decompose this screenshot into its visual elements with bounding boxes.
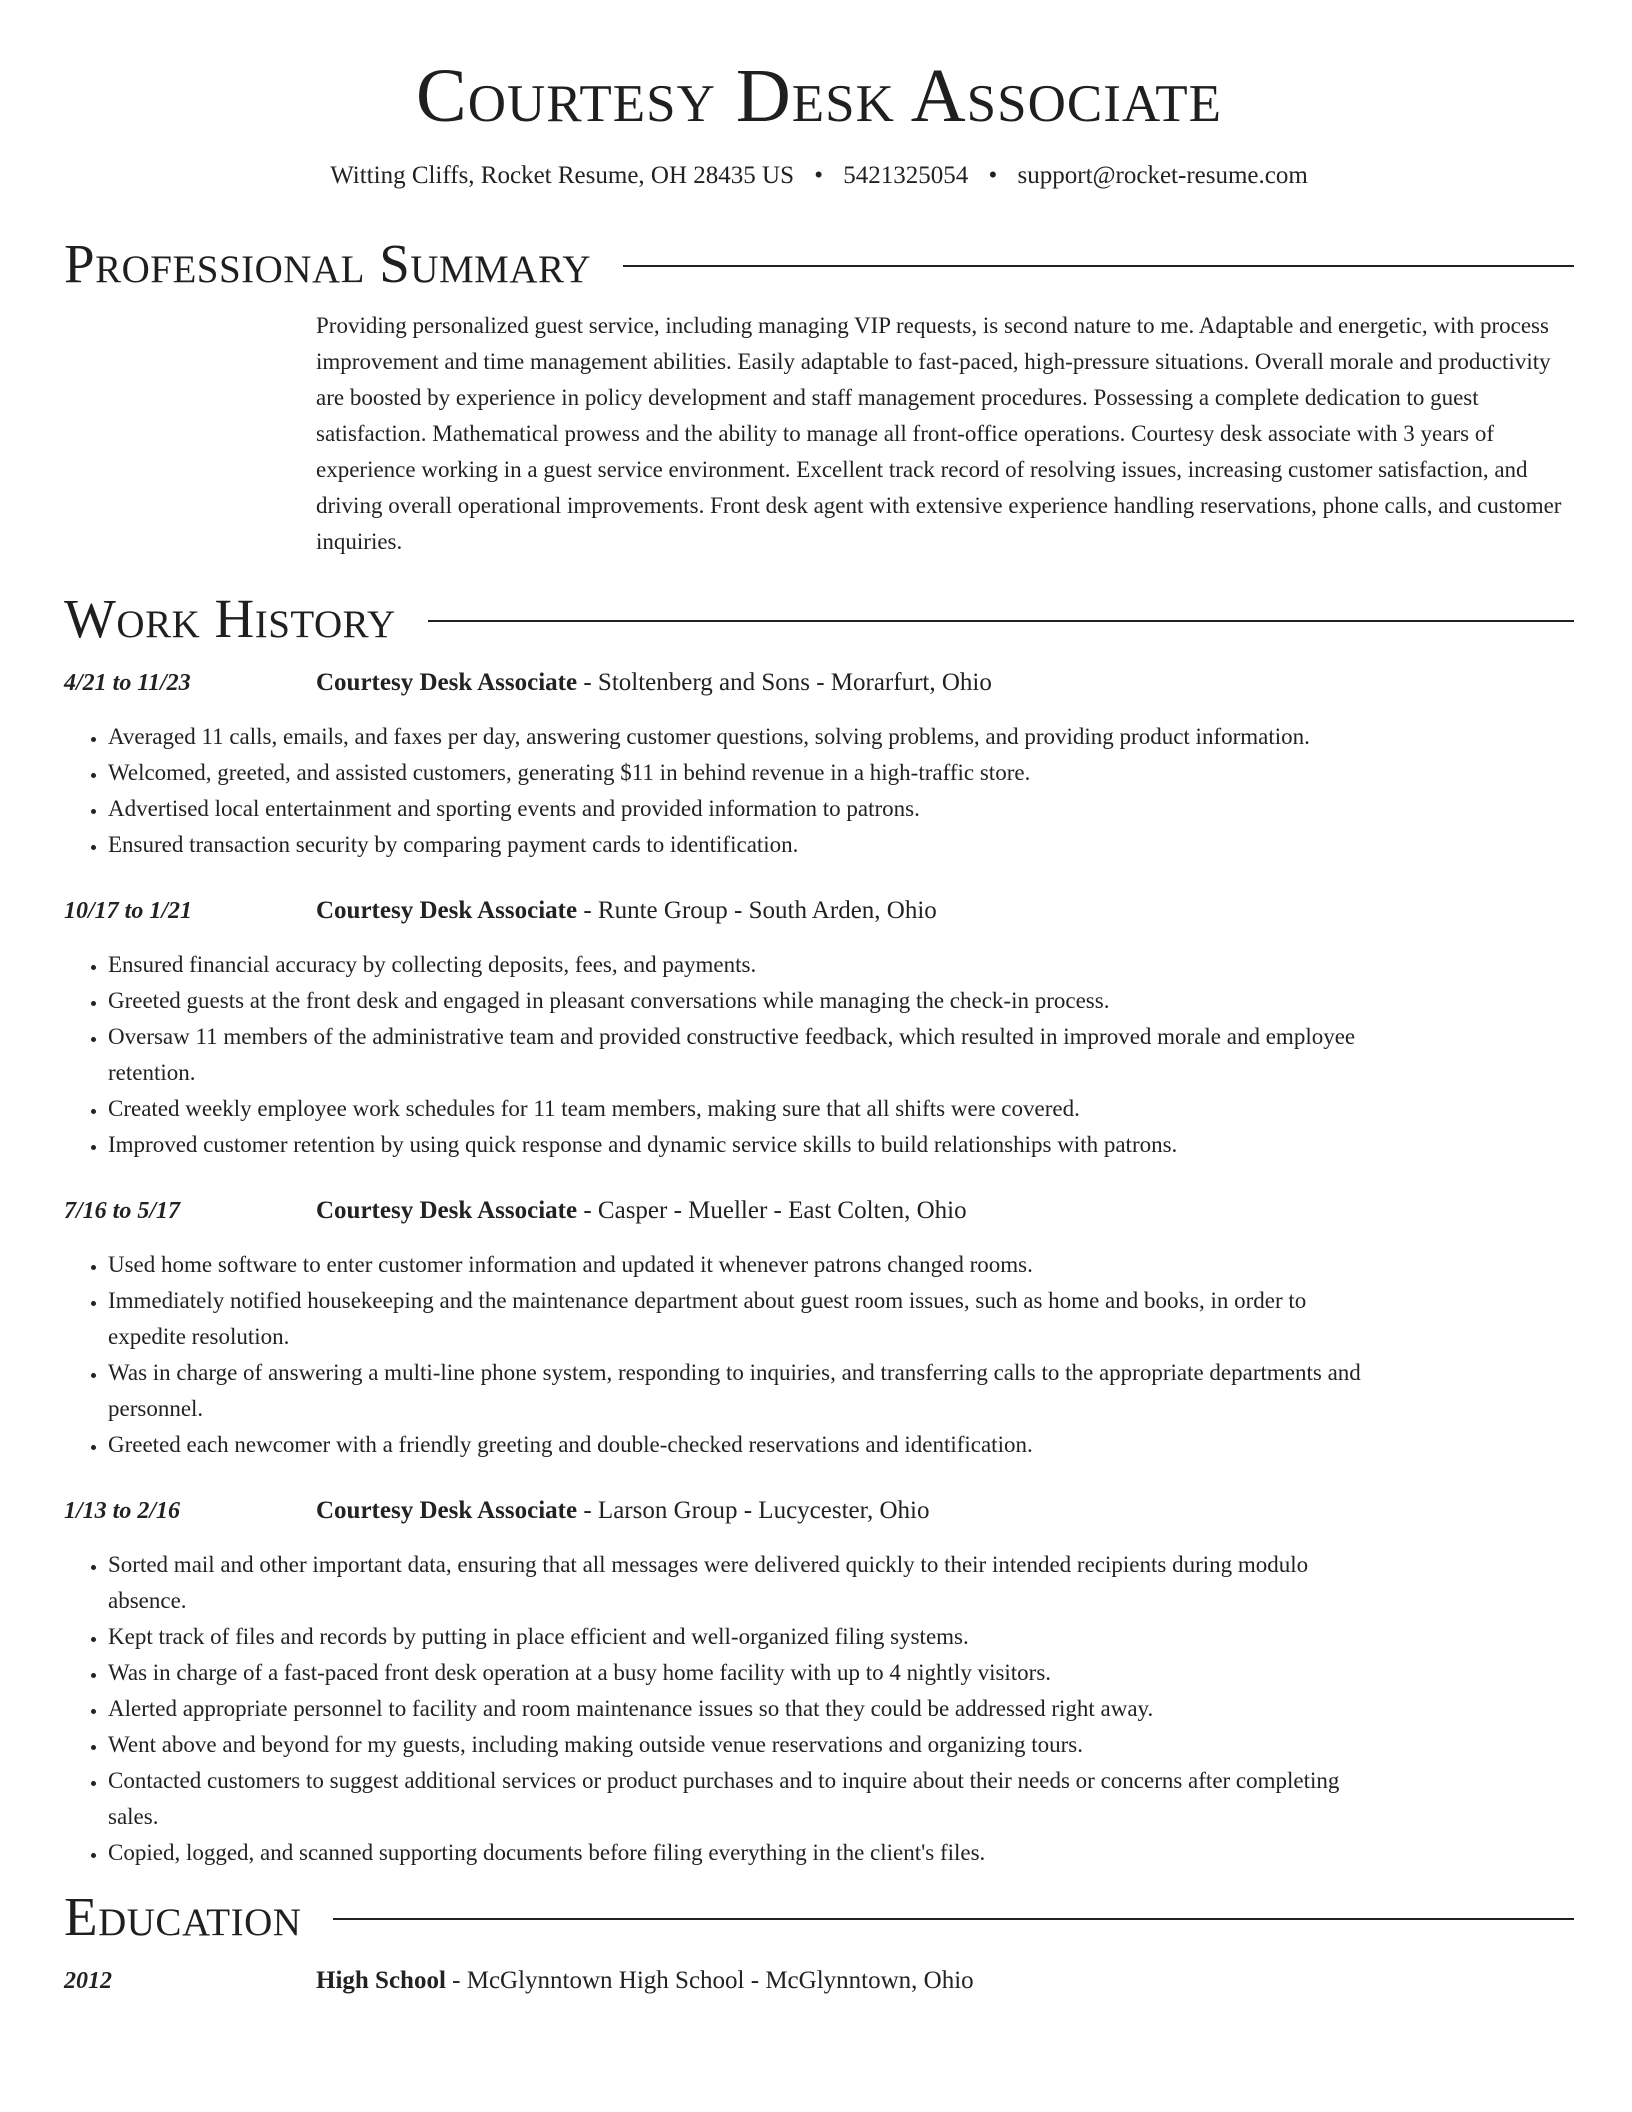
resume-page <box>64 0 1574 1999</box>
section-divider <box>333 1918 1574 1920</box>
job-bullets <box>64 719 1366 863</box>
job-bullet: • Improved customer retention by using quick response and dynamic service skills to build relationships with patrons. <box>108 1127 1366 1163</box>
job-bullet: • Welcomed, greeted, and assisted customers, generating $11 in behind revenue in a high-traffic store. <box>108 755 1366 791</box>
job-header <box>64 665 1574 701</box>
job-bullet: • Alerted appropriate personnel to facility and room maintenance issues so that they could be addressed right away. <box>108 1691 1366 1727</box>
job-entry <box>64 1193 1574 1463</box>
job-entry <box>64 893 1574 1163</box>
job-header <box>64 893 1574 929</box>
education-entry <box>64 1963 1574 1999</box>
education-section-header <box>64 1886 1574 1947</box>
job-dates: 4/21 to 11/23 <box>64 670 191 696</box>
job-role: Courtesy Desk Associate <box>316 1197 578 1224</box>
work-section-title: Work History <box>64 588 396 649</box>
job-role: Courtesy Desk Associate <box>316 897 578 924</box>
job-dates: 7/16 to 5/17 <box>64 1198 181 1224</box>
job-bullet: • Ensured financial accuracy by collecting deposits, fees, and payments. <box>108 947 1366 983</box>
job-bullet: • Advertised local entertainment and sporting events and provided information to patrons. <box>108 791 1366 827</box>
job-bullet: • Immediately notified housekeeping and the maintenance department about guest room issues, such as home and books, in order to expedite resolution. <box>108 1283 1366 1355</box>
job-employer: - Casper - Mueller - East Colten, Ohio <box>577 1197 967 1224</box>
contact-email: support@rocket-resume.com <box>1017 162 1308 189</box>
job-header <box>64 1193 1574 1229</box>
summary-section-header <box>64 233 1574 294</box>
job-dates: 10/17 to 1/21 <box>64 898 193 924</box>
job-header <box>64 1493 1574 1529</box>
job-employer: - Larson Group - Lucycester, Ohio <box>577 1497 930 1524</box>
education-header <box>64 1963 1574 1999</box>
summary-section-title: Professional Summary <box>64 233 592 294</box>
job-entry <box>64 665 1574 863</box>
resume-name: Courtesy Desk Associate <box>416 54 1222 138</box>
job-bullet: • Sorted mail and other important data, ensuring that all messages were delivered quickly to their intended recipients during modulo absence. <box>108 1547 1366 1619</box>
job-title <box>316 1193 967 1229</box>
job-title <box>316 665 992 701</box>
section-divider <box>623 265 1574 267</box>
job-employer: - Stoltenberg and Sons - Morarfurt, Ohio <box>577 669 992 696</box>
contact-separator: • <box>988 162 998 189</box>
job-bullet: • Greeted guests at the front desk and engaged in pleasant conversations while managing the check-in process. <box>108 983 1366 1019</box>
contact-separator: • <box>814 162 823 189</box>
job-bullet: • Went above and beyond for my guests, including making outside venue reservations and organizing tours. <box>108 1727 1366 1763</box>
education-year: 2012 <box>64 1968 112 1994</box>
job-role: Courtesy Desk Associate <box>316 669 578 696</box>
job-bullet: • Created weekly employee work schedules for 11 team members, making sure that all shifts were covered. <box>108 1091 1366 1127</box>
job-bullet: • Used home software to enter customer information and updated it whenever patrons changed rooms. <box>108 1247 1366 1283</box>
job-bullets <box>64 947 1366 1163</box>
job-bullet: • Was in charge of a fast-paced front desk operation at a busy home facility with up to 4 nightly visitors. <box>108 1655 1366 1691</box>
job-bullet: • Kept track of files and records by putting in place efficient and well-organized filing systems. <box>108 1619 1366 1655</box>
education-degree: High School <box>316 1967 446 1994</box>
job-bullet: • Contacted customers to suggest additional services or product purchases and to inquire about their needs or concerns after completing sales. <box>108 1763 1366 1835</box>
job-title <box>316 1493 929 1529</box>
job-bullet: • Oversaw 11 members of the administrative team and provided constructive feedback, which resulted in improved morale and employee retention. <box>108 1019 1366 1091</box>
section-divider <box>428 620 1574 622</box>
job-title <box>316 893 937 929</box>
job-bullet: • Was in charge of answering a multi-line phone system, responding to inquiries, and transferring calls to the appropriate departments and personnel. <box>108 1355 1366 1427</box>
job-entry <box>64 1493 1574 1871</box>
job-bullet: • Copied, logged, and scanned supporting documents before filing everything in the client's files. <box>108 1835 1366 1871</box>
job-employer: - Runte Group - South Arden, Ohio <box>577 897 937 924</box>
summary-text: Providing personalized guest service, including managing VIP requests, is second nature to me. Adaptable and energetic, with process improvement and time management abilities. Easily adaptable to fast-paced, high-pressure situations. Overall morale and productivity are boosted by experience in policy development and staff management procedures. Possessing a complete dedication to guest satisfaction. Mathematical prowess and the ability to manage all front-office operations. Courtesy desk associate with 3 years of experience working in a guest service environment. Excellent track record of resolving issues, increasing customer satisfaction, and driving overall operational improvements. Front desk agent with extensive experience handling reservations, phone calls, and customer inquiries. <box>316 313 1562 554</box>
job-bullet: • Greeted each newcomer with a friendly greeting and double-checked reservations and identification. <box>108 1427 1366 1463</box>
job-bullet: • Ensured transaction security by comparing payment cards to identification. <box>108 827 1366 863</box>
contact-phone: 5421325054 <box>843 162 969 189</box>
job-bullets <box>64 1547 1366 1871</box>
job-bullets <box>64 1247 1366 1463</box>
work-section-header <box>64 588 1574 649</box>
job-bullet: • Averaged 11 calls, emails, and faxes per day, answering customer questions, solving problems, and providing product information. <box>108 719 1366 755</box>
job-role: Courtesy Desk Associate <box>316 1497 578 1524</box>
education-section-title: Education <box>64 1886 302 1947</box>
education-school: - McGlynntown High School - McGlynntown, Ohio <box>445 1967 974 1994</box>
job-dates: 1/13 to 2/16 <box>64 1498 181 1524</box>
contact-address: Witting Cliffs, Rocket Resume, OH 28435 US <box>330 162 794 189</box>
contact-line <box>64 158 1574 194</box>
education-title <box>316 1963 974 1999</box>
